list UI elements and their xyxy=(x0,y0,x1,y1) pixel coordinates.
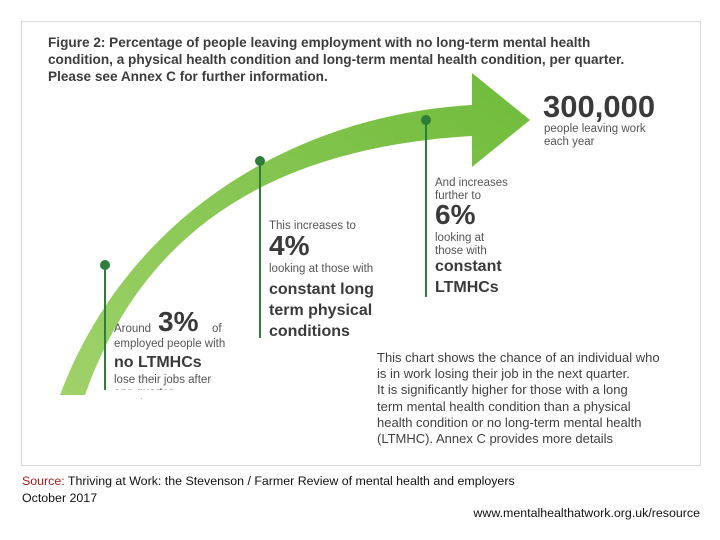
point-3-pre-line: And increases xyxy=(435,177,508,189)
bottom-fade xyxy=(98,390,258,398)
description-line: term mental health condition than a physical xyxy=(377,398,631,414)
headline-caption xyxy=(544,123,646,149)
point-1-pre: Around xyxy=(114,323,152,335)
figure-title-line: Figure 2: Percentage of people leaving employment with no long-term mental health xyxy=(48,35,591,50)
marker-dot-1 xyxy=(100,260,110,270)
headline-caption-line: each year xyxy=(544,136,595,148)
point-2-bold-line: conditions xyxy=(269,323,350,340)
point-2-sub: looking at those with xyxy=(269,263,374,275)
description-line: It is significantly higher for those with a long xyxy=(377,382,628,398)
point-3-sub-line: looking at xyxy=(435,232,485,244)
description-line: This chart shows the chance of an individual who xyxy=(377,350,660,365)
source-citation xyxy=(22,473,515,507)
figure-title-line: condition, a physical health condition and long-term mental health condition, per quarter. xyxy=(48,52,625,67)
description-line: health condition or no long-term mental health xyxy=(377,414,642,430)
point-3-bold-line: constant xyxy=(435,258,502,275)
point-1-tail-line: lose their jobs after xyxy=(114,374,212,386)
point-2-bold xyxy=(269,279,374,342)
point-1-sub: employed people with xyxy=(114,338,226,350)
point-3-bold xyxy=(435,256,502,298)
point-2-bold-line: term physical xyxy=(269,302,373,319)
point-3-bold-line: LTMHCs xyxy=(435,279,499,296)
chart-description xyxy=(377,350,697,447)
source-date: October 2017 xyxy=(22,491,98,505)
point-3-value: 6% xyxy=(435,199,476,230)
point-2-value: 4% xyxy=(269,230,310,261)
headline-caption-line: people leaving work xyxy=(544,123,646,135)
point-3-sub-line: those with xyxy=(435,245,487,257)
figure-title-line: Please see Annex C for further information. xyxy=(48,69,328,84)
marker-dot-2 xyxy=(255,156,265,166)
source-label: Source: xyxy=(22,474,65,488)
point-3-sub xyxy=(435,232,487,258)
point-2-bold-line: constant long xyxy=(269,281,374,298)
point-3-pre-line: further to xyxy=(435,190,482,202)
source-url[interactable]: www.mentalhealthatwork.org.uk/resource xyxy=(473,506,700,520)
point-2-pre: This increases to xyxy=(269,220,356,232)
point-1-value: 3% xyxy=(158,306,199,337)
source-text: Thriving at Work: the Stevenson / Farmer Review of mental health and employers xyxy=(64,474,515,488)
description-line: is in work losing their job in the next quarter. xyxy=(377,366,630,382)
point-1-post: of xyxy=(212,323,222,335)
point-1-bold: no LTMHCs xyxy=(114,354,202,371)
marker-dot-3 xyxy=(421,115,431,125)
headline-value: 300,000 xyxy=(543,89,656,124)
description-line: (LTMHC). Annex C provides more details xyxy=(377,431,614,447)
